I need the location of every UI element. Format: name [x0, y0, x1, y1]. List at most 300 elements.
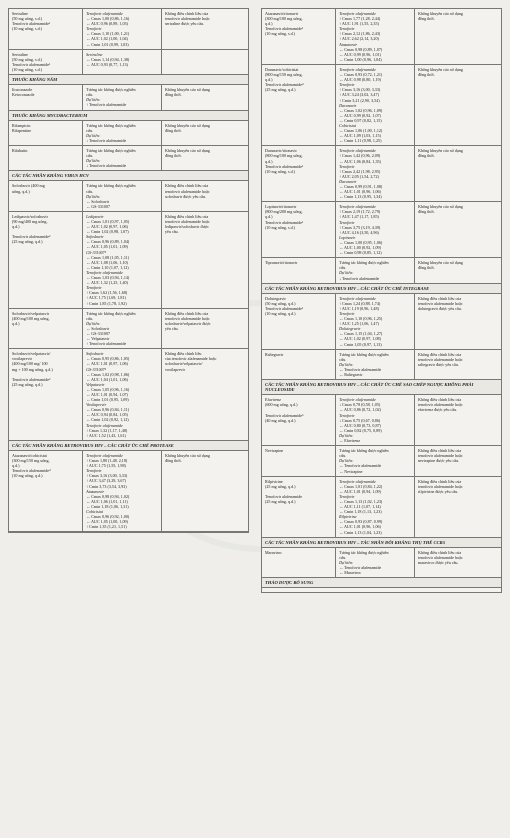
cell-line: cứu.: [86, 188, 94, 194]
table-row: [262, 9, 501, 65]
recommendation-cell: [162, 181, 248, 210]
cell-line: ↔ Cmin 1,13 (0,95, 1,34): [339, 194, 382, 200]
table-row: [9, 212, 248, 309]
cell-line: ↑ Cmax 3,16 (3,00, 3,33): [86, 473, 128, 479]
cell-line: ↑ AUC 2,05 (1,54, 2,72): [339, 173, 379, 179]
cell-line: ↔ AUC 1,09 (1,03, 1,15): [339, 133, 381, 139]
cell-line: ↑ AUC 1,19 (0,96, 1,48): [339, 305, 379, 311]
drug-cell: [262, 146, 336, 201]
cell-line: Sofosbuvir/velpatasvir: [12, 310, 50, 316]
recommendation-cell: [415, 146, 501, 201]
cell-line: ↔ AUC 0,99 (0,96, 1,01): [339, 51, 381, 57]
cell-line: Không điều chỉnh liều của: [417, 478, 462, 484]
effect-cell: [336, 548, 415, 577]
cell-line: ↔ Cmax 0,98 (0,94, 1,02): [86, 493, 130, 499]
cell-line: ↔ AUC 0,99 (0,92, 1,07): [339, 112, 381, 118]
cell-line: Không điều chỉnh liều của: [164, 310, 209, 316]
cell-line: ↑ AUC 1,91 (1,55, 2,35): [339, 21, 379, 27]
cell-line: Tenofovir: [339, 219, 355, 225]
cell-line: Tenofovir: [339, 163, 355, 169]
cell-line: Tenofovir alafenamide¹: [12, 61, 51, 67]
cell-line: ↔ Cmax 1,06 (1,00, 1,12): [339, 128, 383, 134]
cell-line: ↑ Cmin 1,85 (1,78, 1,92): [86, 300, 127, 306]
cell-line: Ledipasvir/sofosbuvir: [12, 213, 48, 219]
cell-line: (50 mg uống, s.d.): [12, 56, 43, 62]
cell-line: Tenofovir alafenamide⁴: [265, 82, 304, 88]
cell-line: Dự kiến:: [86, 158, 101, 164]
cell-line: (50 mg uống, s.d.): [12, 16, 43, 22]
cell-line: ↑ Tenofovir alafenamide: [86, 102, 127, 108]
cell-line: ↔ Cmax 0,96 (0,89, 1,04): [86, 239, 130, 245]
cell-line: Tenofovir alafenamide³: [12, 376, 51, 382]
recommendation-cell: [162, 50, 248, 74]
cell-line: ↔ AUC 0,94 (0,84, 1,05): [86, 412, 128, 418]
cell-line: Dự kiến:: [86, 320, 101, 326]
cell-line: ↔ Cmax 0,95 (0,86, 1,05): [86, 356, 130, 362]
cell-line: (10 mg uống, s.d.): [12, 66, 43, 72]
drug-cell: [9, 121, 83, 145]
recommendation-cell: [415, 477, 501, 537]
cell-line: (10 mg uống, q.d.): [265, 310, 296, 316]
cell-line: ↔ Cmin 1,18 (1,06, 1,31): [86, 503, 129, 509]
drug-cell: [262, 477, 336, 537]
cell-line: (10 mg uống, s.d.): [265, 168, 296, 174]
cell-line: ↔ Cmin 1,11 (0,98, 1,25): [339, 138, 382, 144]
cell-line: đồng thời.: [417, 16, 435, 22]
cell-line: mg + 100 mg uống, q.d.): [12, 366, 53, 372]
cell-line: ↔ AUC 1,06 (0,84, 1,35): [339, 158, 381, 164]
cell-line: ↔ AUC 0,80 (0,73, 0,87): [339, 422, 381, 428]
table-row: [262, 446, 501, 476]
cell-line: ↔ Nevirapine: [339, 468, 363, 474]
cell-line: Ledipasvir: [86, 213, 104, 219]
cell-line: (300 mg/100 mg uống,: [265, 16, 303, 22]
drug-cell: [9, 9, 83, 49]
cell-line: ↑ AUC 1,75 (1,69, 1,81): [86, 295, 126, 301]
section-heading: CÁC TÁC NHÂN KHÁNG RETROVIRUS HIV – CÁC CHẤT ỨC CHẾ PROTEASE: [9, 441, 248, 451]
cell-line: Không khuyến cáo sử dụng: [164, 87, 210, 93]
cell-line: ↔ AUC 1,02 (0,97, 1,06): [86, 224, 128, 230]
interaction-table-left: [8, 8, 249, 533]
cell-line: Tenofovir: [339, 82, 355, 88]
cell-line: ↔ AUC 1,01 (0,94, 1,09): [339, 488, 381, 494]
cell-line: ↔ AUC 1,32 (1,25, 1,40): [86, 280, 128, 286]
cell-line: ↔ Tenofovir alafenamide: [339, 366, 382, 372]
cell-line: tenofovir alafenamide hoặc: [417, 300, 463, 306]
effect-cell: [336, 350, 415, 379]
cell-line: Itraconazole: [12, 87, 33, 93]
cell-line: uống, q.d.): [12, 188, 30, 194]
drug-cell: [9, 212, 83, 308]
cell-line: ↑ Cmin 1,35 (1,21, 1,51): [86, 524, 127, 530]
table-row: [9, 181, 248, 211]
cell-line: cứu.: [86, 315, 94, 321]
recommendation-cell: [415, 202, 501, 257]
table-row: [9, 349, 248, 441]
cell-line: ↑ Cmax 3,16 (3,00, 3,33): [339, 87, 381, 93]
cell-line: đồng thời.: [164, 92, 182, 98]
cell-line: ↔ Cmax 0,99 (0,91, 1,08): [339, 184, 383, 189]
cell-line: ↔ AUC 1,02 (1,00, 1,04): [86, 36, 128, 42]
section-heading: THUỐC KHÁNG MYCOBACTERIUM: [9, 111, 248, 121]
cell-line: ↔ Cmin 0,98 (0,85, 1,12): [339, 250, 382, 256]
drug-cell: [9, 50, 83, 74]
section-heading: CÁC TÁC NHÂN KHÁNG RETROVIRUS HIV – TÁC NHÂN ĐỐI KHÁNG THỤ THỂ CCR5: [262, 538, 501, 548]
cell-line: voxilaprevir: [12, 356, 33, 362]
cell-line: Atazanavir/ritonavir: [265, 11, 299, 16]
cell-line: ↔ Cmax 1,02 (0,98, 1,06): [86, 371, 130, 377]
cell-line: ↔ AUC 1,05 (1,00, 1,09): [86, 519, 128, 525]
cell-line: ↑ Cmin 3,73 (3,54, 3,93): [86, 483, 127, 489]
drug-cell: [9, 349, 83, 440]
cell-line: yêu cầu.: [164, 229, 179, 235]
cell-line: Tenofovir alafenamide: [86, 11, 123, 16]
cell-line: ↔ Cmax 1,14 (0,94, 1,38): [86, 56, 130, 62]
effect-cell: [83, 9, 162, 49]
cell-line: ↑ Tenofovir alafenamide: [86, 341, 127, 347]
cell-line: Không điều chỉnh liều của: [417, 549, 462, 555]
cell-line: ↔ Cmin 1,02 (0,98, 1,07): [86, 229, 129, 235]
cell-line: raltegravir được yêu cầu.: [417, 361, 459, 367]
cell-line: voxilaprevir: [164, 366, 185, 372]
cell-line: đồng thời.: [164, 153, 182, 159]
cell-line: (800 mg/200 mg uống,: [265, 209, 303, 215]
cell-line: (10 mg uống, q.d.): [12, 473, 43, 479]
cell-line: Không khuyến cáo sử dụng: [417, 11, 463, 16]
cell-line: ↔ Cmin 1,13 (1,04, 1,23): [339, 529, 382, 535]
cell-line: Không điều chỉnh liều của: [417, 351, 462, 357]
cell-line: ↑ Cmax 1,32 (1,17, 1,48): [86, 427, 128, 433]
cell-line: ↔ Cmax 0,96 (0,92, 1,00): [86, 514, 130, 520]
section-heading: THUỐC KHÁNG NẤM: [9, 75, 248, 85]
cell-line: (90 mg/400 mg uống,: [12, 219, 48, 224]
cell-line: Tenofovir alafenamide³: [12, 234, 51, 240]
cell-line: ↔ AUC 1,11 (1,07, 1,14): [339, 504, 381, 510]
cell-line: Không khuyến cáo sử dụng: [417, 260, 463, 266]
cell-line: ↔ Cmax 1,13 (1,02, 1,23): [339, 498, 383, 504]
cell-line: Ketoconazole: [12, 92, 35, 98]
cell-line: ↔ Cmin 1,00 (0,96, 1,04): [339, 56, 382, 62]
cell-line: ↔ Cmax 0,93 (0,72, 1,21): [339, 72, 383, 78]
table-row: [9, 85, 248, 110]
table-row: [262, 202, 501, 258]
cell-line: ↔ AUC 1,01 (0,96, 1,06): [339, 189, 381, 195]
cell-line: Velpatasvir: [86, 381, 105, 387]
cell-line: tenofovir alafenamide hoặc: [417, 483, 463, 489]
cell-line: ↑ Cmax 1,80 (1,48, 2,18): [86, 458, 128, 464]
cell-line: ↑ AUC 3,47 (3,29, 3,67): [86, 478, 126, 484]
cell-line: Không điều chỉnh liều của: [164, 11, 209, 16]
effect-cell: [336, 258, 415, 282]
cell-line: ↔ Cmax 0,98 (0,89, 1,07): [339, 46, 383, 52]
cell-line: Tương tác không được nghiên: [339, 549, 389, 555]
cell-line: Sertraline: [12, 51, 28, 57]
cell-line: ↔ Cmax 1,10 (1,00, 1,21): [86, 31, 130, 37]
cell-line: Rilpivirine: [265, 478, 283, 484]
cell-line: dolutegravir được yêu cầu.: [417, 305, 462, 311]
cell-line: Rilpivirine: [339, 514, 357, 520]
cell-line: Sertraline: [86, 51, 103, 57]
drug-cell: [262, 446, 336, 475]
cell-line: Tenofovir: [86, 468, 102, 474]
recommendation-cell: [162, 9, 248, 49]
cell-line: q.d.): [12, 320, 20, 326]
cell-line: Dự kiến:: [86, 97, 101, 103]
recommendation-cell: [162, 121, 248, 145]
recommendation-cell: [415, 395, 501, 445]
cell-line: ↔ Cmax 1,02 (0,96, 1,09): [339, 107, 383, 113]
cell-line: đồng thời.: [417, 72, 435, 78]
cell-line: ↑ Cmax 2,42 (1,98, 2,95): [339, 168, 381, 174]
recommendation-cell: [162, 309, 248, 349]
cell-line: ↔ AUC 1,02 (0,97, 1,08): [339, 336, 381, 342]
cell-line: (10 mg uống, s.d.): [265, 31, 296, 37]
drug-cell: [262, 294, 336, 349]
cell-line: ↔ Cmin 1,05 (0,97, 1,13): [339, 341, 382, 347]
cell-line: (10 mg uống, s.d.): [265, 224, 296, 230]
cell-line: (25 mg uống, q.d.): [265, 483, 296, 489]
cell-line: đồng thời.: [417, 209, 435, 215]
cell-line: (25 mg uống, q.d.): [265, 87, 296, 93]
cell-line: ↔ Cmin 1,18 (1,13, 1,23): [339, 509, 382, 515]
cell-line: ↔ AUC 1,04 (1,01, 1,06): [86, 376, 128, 382]
cell-line: Cobicistat: [339, 122, 356, 128]
table-row: [9, 121, 248, 146]
cell-line: yêu cầu.: [164, 325, 179, 331]
drug-cell: [262, 9, 336, 64]
drug-cell: [262, 350, 336, 379]
cell-line: efavirenz được yêu cầu.: [417, 407, 458, 413]
recommendation-cell: [415, 350, 501, 379]
effect-cell: [336, 65, 415, 145]
table-row: [262, 146, 501, 202]
cell-line: Tenofovir: [86, 26, 102, 32]
cell-line: (400 mg/100 mg uống,: [12, 315, 50, 321]
cell-line: ↑ AUC 2,62 (2,14, 3,20): [339, 36, 379, 42]
cell-line: (10 mg uống, s.d.): [12, 26, 43, 32]
cell-line: tenofovir alafenamide hoặc: [164, 16, 210, 22]
cell-line: tenofovir alafenamide hoặc: [417, 402, 463, 408]
effect-cell: [336, 9, 415, 64]
cell-line: sofosbuvir/velpatasvir/: [164, 361, 203, 367]
cell-line: ↔ AUC 1,05 (1,01, 1,09): [86, 244, 128, 250]
cell-line: Tenofovir alafenamide¹: [265, 163, 304, 169]
cell-line: đồng thời.: [164, 458, 182, 464]
cell-line: Tenofovir alafenamide¹: [265, 219, 304, 225]
cell-line: Darunavir: [339, 102, 357, 108]
cell-line: Efavirenz: [265, 397, 281, 403]
cell-line: Maraviroc: [265, 549, 283, 555]
cell-line: Voxilaprevir: [86, 402, 107, 408]
recommendation-cell: [162, 349, 248, 440]
cell-line: ↔ AUC 1,00 (0,92, 1,09): [339, 245, 381, 251]
cell-line: ↔ Cmax 1,00 (0,95, 1,06): [339, 239, 383, 245]
cell-line: Tương tác không được nghiên: [86, 87, 136, 93]
cell-line: ↔ Velpatasvir: [86, 336, 110, 342]
cell-line: cứu.: [339, 265, 347, 271]
effect-cell: [83, 50, 162, 74]
section-heading: THẢO DƯỢC BỔ SUNG: [262, 578, 501, 588]
cell-line: ↔ AUC 0,93 (0,77, 1,13): [86, 61, 128, 67]
cell-line: q.d.): [265, 158, 273, 164]
cell-line: Không điều chỉnh liều của: [164, 183, 209, 189]
cell-line: maraviroc được yêu cầu.: [417, 559, 459, 565]
cell-line: (800 mg/100 mg uống,: [265, 153, 303, 159]
cell-line: ↓ Tenofovir alafenamide: [86, 163, 127, 169]
cell-line: q.d.): [265, 77, 273, 83]
cell-line: sofosbuvir/velpatasvir được: [164, 320, 211, 326]
cell-line: Tương tác không được nghiên: [86, 183, 136, 189]
section-heading: CÁC TÁC NHÂN KHÁNG RETROVIRUS HIV – CÁC CHẤT ỨC CHẾ SAO CHÉP NGƯỢC KHÔNG PHẢI NUCLEOSIDE: [262, 380, 501, 395]
cell-line: Sofosbuvir: [86, 351, 104, 357]
cell-line: Tenofovir alafenamide: [339, 397, 376, 403]
cell-line: ↔ AUC 0,96 (0,89, 1,03): [86, 21, 128, 27]
cell-line: Tenofovir alafenamide¹: [265, 26, 304, 32]
effect-cell: [83, 309, 162, 349]
cell-line: Tipranavir/ritonavir: [265, 260, 298, 266]
section-heading: CÁC TÁC NHÂN KHÁNG RETROVIRUS HIV – CÁC CHẤT ỨC CHẾ INTEGRASE: [262, 284, 501, 294]
cell-line: Tenofovir: [339, 310, 355, 316]
cell-line: ↔ AUC 0,86 (0,72, 1,02): [339, 407, 381, 413]
cell-line: ↑ AUC 4,16 (3,50, 4,96): [339, 229, 379, 235]
cell-line: ↑ AUC 1,47 (1,17, 1,85): [339, 214, 379, 220]
cell-line: Sofosbuvir/velpatasvir/: [12, 351, 51, 357]
cell-line: Không khuyến cáo sử dụng: [417, 66, 463, 72]
cell-line: Tenofovir: [339, 26, 355, 32]
cell-line: q.d.): [265, 21, 273, 27]
cell-line: (300 mg/150 mg uống,: [12, 458, 50, 464]
cell-line: GS-331007²: [86, 366, 106, 372]
cell-line: ↑ Cmax 1,77 (1,28, 2,44): [339, 16, 381, 22]
cell-line: Tenofovir alafenamide¹: [12, 21, 51, 27]
cell-line: cứu.: [86, 127, 94, 133]
recommendation-cell: [415, 294, 501, 349]
drug-cell: [9, 146, 83, 170]
cell-line: Dự kiến:: [339, 458, 354, 464]
cell-line: q.d.): [12, 463, 20, 469]
interaction-table-right: [261, 8, 502, 593]
cell-line: ↔ AUC 1,01 (0,96, 1,06): [339, 524, 381, 530]
cell-line: Tương tác không được nghiên: [339, 351, 389, 357]
cell-line: (25 mg uống, q.d.): [265, 498, 296, 504]
cell-line: ↔ Tenofovir alafenamide: [339, 565, 382, 570]
cell-line: Tenofovir alafenamide: [339, 66, 376, 72]
cell-line: (25 mg uống, q.d.): [12, 381, 43, 387]
empty-section-body: [262, 588, 501, 592]
table-row: [9, 309, 248, 350]
cell-line: (25 mg uống, q.d.): [12, 239, 43, 245]
drug-cell: [9, 309, 83, 349]
cell-line: ↔ Cmin 1,01 (0,95, 1,09): [86, 397, 129, 403]
cell-line: Tương tác không được nghiên: [86, 147, 136, 153]
cell-line: ↔ Cmax 1,15 (1,04, 1,27): [339, 331, 383, 337]
cell-line: (800 mg/150 mg uống,: [265, 72, 303, 78]
cell-line: ↔ AUC 1,08 (1,06, 1,10): [86, 259, 128, 265]
cell-line: ↔ Raltegravir: [339, 372, 363, 377]
cell-line: ↑ AUC 1,75 (1,55, 1,98): [86, 463, 126, 469]
cell-line: ↑ Cmax 2,19 (1,72, 2,79): [339, 209, 381, 215]
cell-line: Atazanavir/cobicistat: [12, 452, 47, 458]
cell-line: Tương tác không được nghiên: [339, 260, 389, 266]
recommendation-cell: [415, 65, 501, 145]
cell-line: ↔ Cmin 1,02 (0,92, 1,12): [86, 417, 129, 423]
cell-line: Không điều chỉnh liều của: [417, 397, 462, 403]
cell-line: q.d.): [12, 224, 20, 230]
table-row: [9, 451, 248, 532]
cell-line: ↔ Maraviroc: [339, 570, 362, 576]
cell-line: sertraline được yêu cầu.: [164, 21, 205, 27]
cell-line: GS-331007²: [86, 249, 106, 255]
effect-cell: [83, 451, 162, 531]
cell-line: ↔ Cmax 0,93 (0,87, 0,99): [339, 519, 383, 525]
cell-line: ↔ Cmin 0,82 (0,75, 0,89): [339, 427, 382, 433]
table-row: [262, 65, 501, 146]
cell-line: ↔ AUC 1,06 (1,01, 1,11): [86, 498, 128, 504]
cell-line: Không điều chỉnh liều của: [417, 448, 462, 454]
cell-line: Darunavir: [339, 178, 357, 184]
effect-cell: [83, 121, 162, 145]
recommendation-cell: [415, 548, 501, 577]
cell-line: Tenofovir alafenamide: [86, 422, 123, 428]
cell-line: cứu.: [86, 153, 94, 159]
section-heading: CÁC TÁC NHÂN KHÁNG VIRUS HCV: [9, 171, 248, 181]
table-row: [262, 548, 501, 578]
cell-line: (50 mg uống, q.d.): [265, 300, 296, 306]
cell-line: Tenofovir alafenamide: [339, 478, 376, 484]
effect-cell: [336, 395, 415, 445]
recommendation-cell: [162, 146, 248, 170]
cell-line: đồng thời.: [417, 265, 435, 271]
effect-cell: [83, 181, 162, 210]
cell-line: ↔ Sofosbuvir: [86, 325, 110, 331]
cell-line: Tương tác không được nghiên: [86, 310, 136, 316]
cell-line: ↔ Cmax 0,96 (0,84, 1,11): [86, 407, 130, 413]
cell-line: ↓ Tenofovir alafenamide: [339, 275, 380, 281]
cell-line: tenofovir alafenamide hoặc: [417, 554, 463, 560]
cell-line: Raltegravir: [265, 351, 284, 357]
cell-line: tenofovir alafenamide hoặc: [164, 315, 210, 321]
effect-cell: [336, 446, 415, 475]
cell-line: cứu.: [339, 453, 347, 459]
cell-line: ↔ Cmax 1,00 (0,86, 1,16): [86, 16, 130, 22]
cell-line: (400 mg/100 mg/ 100: [12, 361, 48, 367]
cell-line: Không khuyến cáo sử dụng: [164, 147, 210, 153]
cell-line: Dolutegravir: [339, 326, 361, 332]
drug-cell: [9, 85, 83, 109]
table-row: [262, 477, 501, 538]
cell-line: Rifapentine: [12, 127, 32, 133]
drug-cell: [262, 548, 336, 577]
recommendation-cell: [162, 451, 248, 531]
cell-line: ↔ AUC 1,01 (0,97, 1,06): [86, 361, 128, 367]
recommendation-cell: [162, 212, 248, 308]
cell-line: Rifampicin: [12, 122, 31, 128]
cell-line: ↓ Cmax 0,78 (0,58, 1,05): [339, 402, 381, 408]
cell-line: Không khuyến cáo sử dụng: [417, 148, 463, 154]
table-row: [9, 146, 248, 171]
cell-line: ↑ AUC 1,52 (1,43, 1,61): [86, 432, 126, 438]
drug-cell: [9, 451, 83, 531]
recommendation-cell: [162, 85, 248, 109]
cell-line: Tenofovir: [339, 493, 355, 499]
cell-line: ↔ AUC 0,98 (0,80, 1,19): [339, 77, 381, 83]
cell-line: ↔ Sofosbuvir: [86, 198, 110, 204]
cell-line: tenofovir alafenamide hoặc: [164, 188, 210, 194]
table-row: [262, 294, 501, 350]
cell-line: Không điều chỉnh liều của: [417, 295, 462, 301]
cell-line: Dự kiến:: [339, 432, 354, 438]
cell-line: Lopinavir: [339, 234, 356, 240]
